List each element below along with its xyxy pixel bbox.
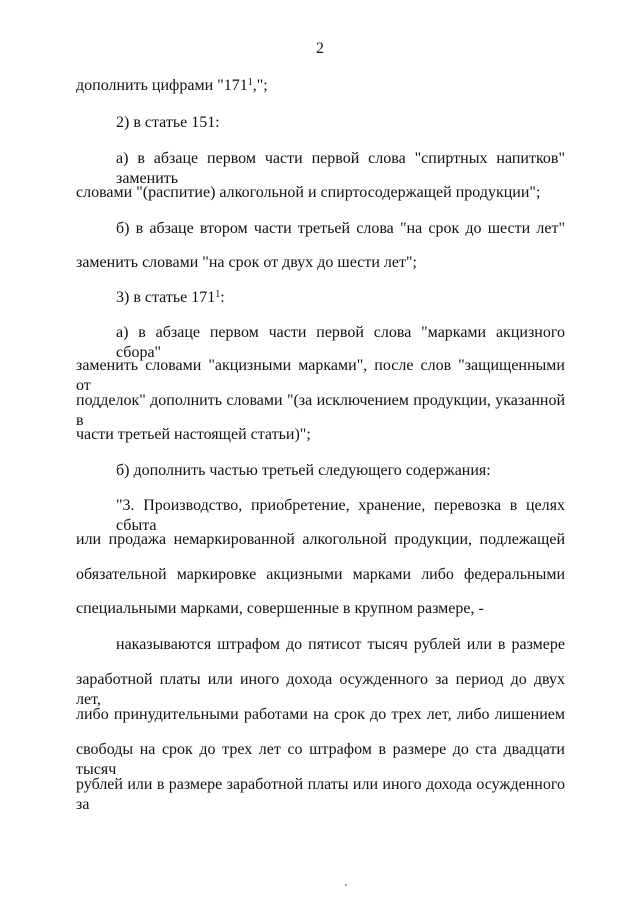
text-line-3: а) в абзаце первом части первой слова "спиртных напитков" заменить	[116, 150, 565, 187]
text-line-21: рублей или в размере заработной платы или иного дохода осужденного за	[76, 776, 565, 813]
text-line-19: либо принудительными работами на срок до трех лет, либо лишением	[76, 706, 565, 723]
text-line-4: словами "(распитие) алкогольной и спиртосодержащей продукции";	[76, 184, 541, 201]
text-line-17: наказываются штрафом до пятисот тысяч рублей или в размере	[116, 636, 565, 653]
text-line-10: подделок" дополнить словами "(за исключением продукции, указанной в	[76, 392, 565, 429]
text-line-7: 3) в статье $171^1$:	[116, 289, 225, 306]
page-number: 2	[316, 40, 324, 57]
text-line-12: б) дополнить частью третьей следующего содержания:	[116, 462, 491, 479]
text-line-9: заменить словами "акцизными марками", после слов "защищенными от	[76, 357, 565, 394]
scan-speck	[345, 884, 347, 886]
text-line-15: обязательной маркировке акцизными марками либо федеральными	[76, 566, 565, 583]
text-line-6: заменить словами "на срок от двух до шести лет";	[76, 254, 417, 271]
text-line-13: "3. Производство, приобретение, хранение, перевозка в целях сбыта	[116, 497, 565, 534]
text-line-16: специальными марками, совершенные в крупном размере, -	[76, 600, 484, 617]
text-line-2: 2) в статье 151:	[116, 114, 220, 131]
text-line-8: а) в абзаце первом части первой слова "марками акцизного сбора"	[116, 324, 565, 361]
text-line-5: б) в абзаце втором части третьей слова "на срок до шести лет"	[116, 220, 565, 237]
text-line-18: заработной платы или иного дохода осужденного за период до двух лет,	[76, 671, 565, 708]
text-line-14: или продажа немаркированной алкогольной продукции, подлежащей	[76, 531, 565, 548]
text-line-1: дополнить цифрами "$171^1$,";	[76, 77, 268, 94]
text-line-20: свободы на срок до трех лет со штрафом в размере до ста двадцати тысяч	[76, 741, 565, 778]
text-line-11: части третьей настоящей статьи)";	[76, 426, 311, 443]
